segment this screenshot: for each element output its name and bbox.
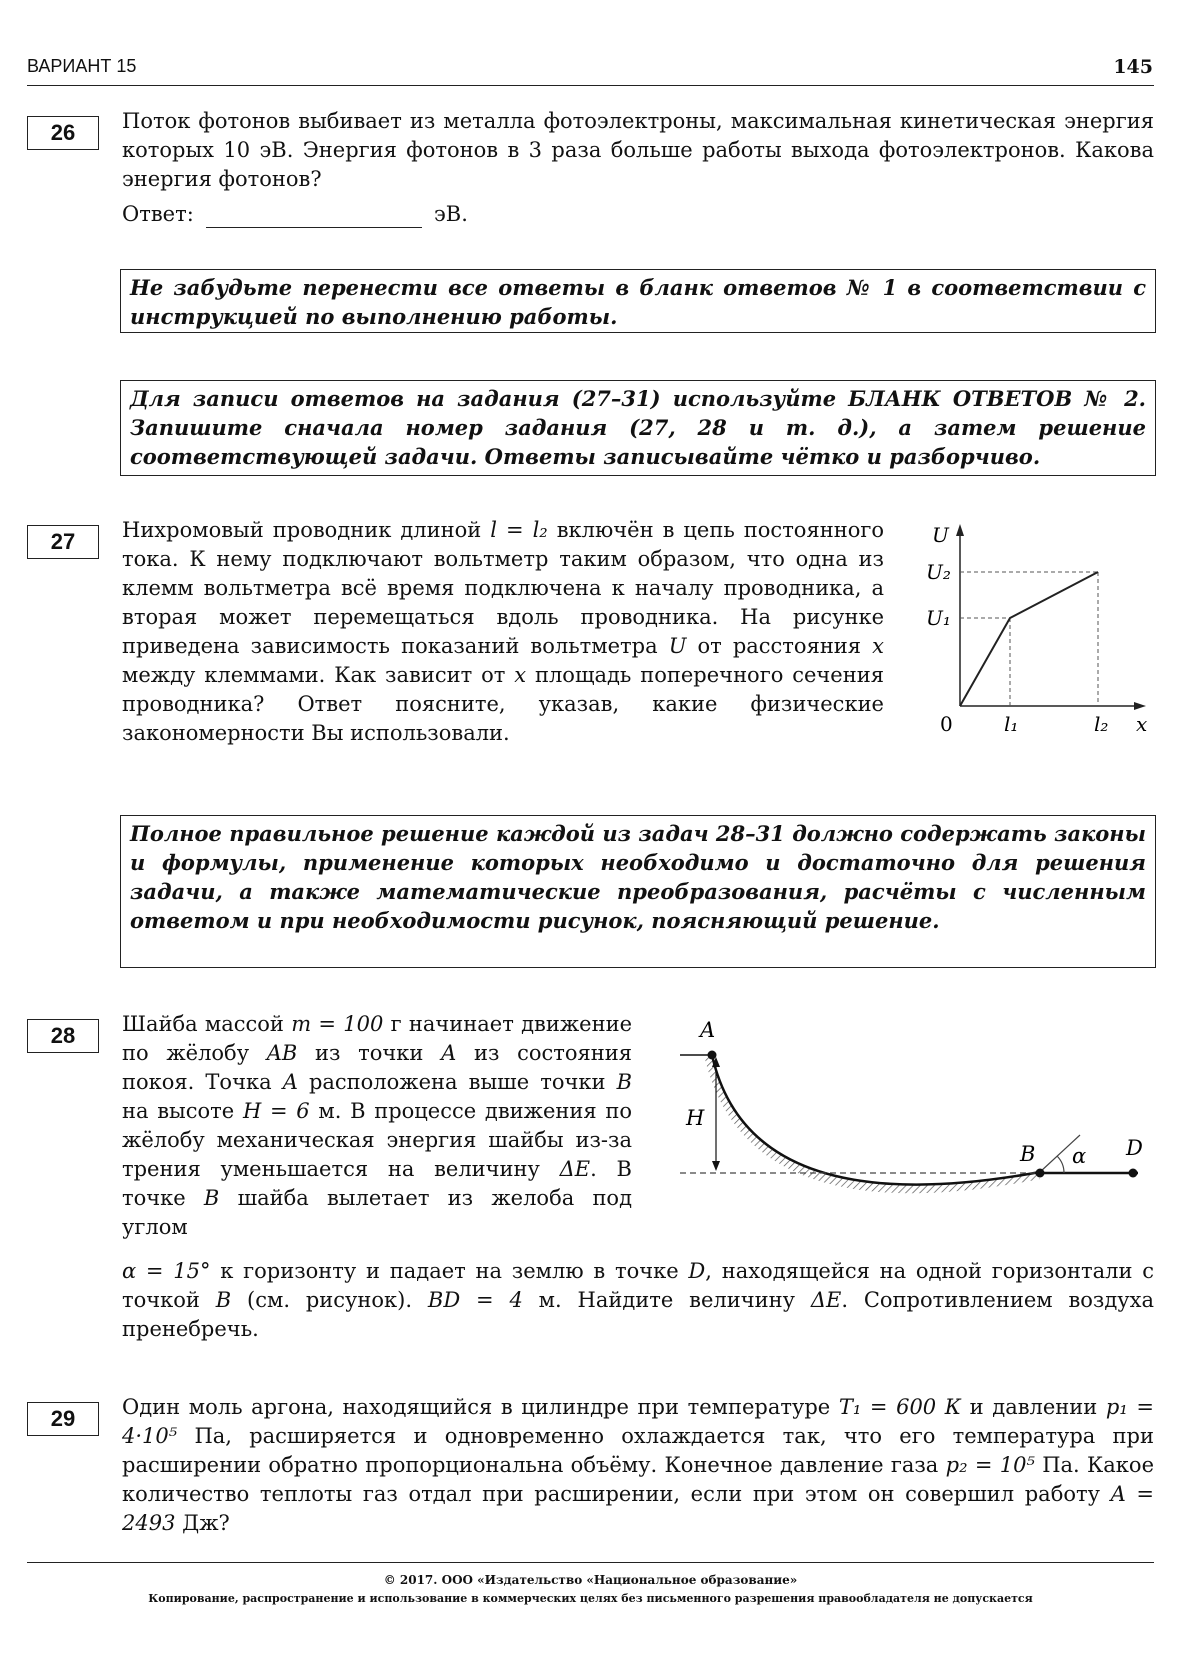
footer-copyright: © 2017. ООО «Издательство «Национальное образование» — [383, 1573, 798, 1587]
task-27-text-5: площадь поперечного сечения проводника? Ответ поясните, указав, какие физические закономерности Вы использовали. — [122, 663, 884, 745]
task-28-text-bottom — [122, 1257, 1154, 1344]
task-29-formula-t1: T₁ = 600 К — [838, 1395, 962, 1419]
graph-label-u2: U₂ — [926, 560, 951, 584]
notice-answer-sheet-2: Для записи ответов на задания (27–31) используйте БЛАНК ОТВЕТОВ № 2. Запишите сначала номер задания (27, 28 и т. д.), а затем решение соответствующей задачи. Ответы записывайте чётко и разборчиво. — [120, 380, 1156, 476]
task-26-text: Поток фотонов выбивает из металла фотоэлектроны, максимальная кинетическая энергия которых 10 эВ. Энергия фотонов в 3 раза больше работы выхода фотоэлектронов. Какова энергия фотонов? — [122, 109, 1154, 191]
task-27-var-u: U — [668, 634, 687, 658]
task-28-text-8: . В точке — [122, 1157, 632, 1210]
task-27-text-4: между клеммами. Как зависит от — [122, 663, 515, 687]
task-28-formula-height: H = 6 — [242, 1099, 310, 1123]
task-27-text-3: от расстояния — [686, 634, 873, 658]
header-rule — [27, 85, 1154, 86]
task-28-text-14: м. Найдите величину — [522, 1288, 811, 1312]
task-26-answer-field[interactable] — [206, 227, 422, 228]
page-number: 145 — [1113, 56, 1153, 78]
label-alpha: α — [1072, 1144, 1087, 1168]
task-26-answer-label: Ответ: — [122, 202, 194, 226]
task-28-formula-bd: BD = 4 — [427, 1288, 523, 1312]
task-28-text-1: Шайба массой — [122, 1012, 292, 1036]
task-28-text-11: к горизонту и падает на землю в точке — [210, 1259, 689, 1283]
angle-arc — [1057, 1156, 1064, 1173]
task-27-text-2: включён в цепь постоянного тока. К нему подключают вольтметр таким образом, что одна из клемм вольтметра всё время подключена к началу проводника, а вторая может перемещаться вдоль проводника. На рисунке приведена зависимость показаний вольтметра — [122, 518, 884, 658]
task-28-var-b-2: B — [203, 1186, 220, 1210]
task-29-text-2: и давлении — [961, 1395, 1106, 1419]
label-d: D — [1126, 1136, 1143, 1160]
task-28-text-12: , находящейся на одной горизонтали с точкой — [122, 1259, 1154, 1312]
notice-transfer-answers: Не забудьте перенести все ответы в бланк ответов № 1 в соответствии с инструкцией по выполнению работы. — [120, 269, 1156, 333]
height-arrow-head-bottom — [712, 1161, 720, 1171]
task-28-figure — [680, 1015, 1160, 1225]
label-h: H — [686, 1106, 705, 1130]
task-28-text-5: расположена выше точки — [297, 1070, 617, 1094]
task-28-var-b: B — [616, 1070, 632, 1094]
task-28-text-3: из точки — [297, 1041, 442, 1065]
task-28-text-15: . Сопротивлением воздуха пренебречь. — [122, 1288, 1155, 1341]
task-29-formula-p2: p₂ = 10⁵ — [945, 1453, 1035, 1477]
task-29-formula-p1: p₁ = 4·10⁵ — [122, 1395, 1154, 1448]
point-b — [1036, 1169, 1045, 1178]
task-27-formula-length: l = l₂ — [490, 518, 548, 542]
task-28-number: 28 — [27, 1019, 99, 1053]
label-b: B — [1020, 1142, 1036, 1166]
graph-label-u: U — [932, 523, 949, 547]
task-26-answer-unit: эВ. — [434, 202, 468, 226]
label-a: A — [700, 1018, 716, 1042]
task-28-var-ab: AB — [266, 1041, 298, 1065]
task-28-var-d: D — [688, 1259, 706, 1283]
task-29-text — [122, 1393, 1154, 1538]
notice-full-solution: Полное правильное решение каждой из задач 28–31 должно содержать законы и формулы, применение которых необходимо и достаточно для решения задачи, а также математические преобразования, расчёты с численным ответом и при необходимости рисунок, поясняющий решение. — [120, 815, 1156, 968]
graph-label-u1: U₁ — [926, 606, 951, 630]
trough-curve — [712, 1055, 1040, 1185]
footer-rule — [27, 1562, 1154, 1563]
task-28-text-top — [122, 1010, 632, 1242]
task-28-var-de-2: ΔE — [810, 1288, 842, 1312]
task-28-var-a: A — [441, 1041, 457, 1065]
task-28-var-b-3: B — [215, 1288, 232, 1312]
task-28-var-de: ΔE — [559, 1157, 591, 1181]
graph-label-l1: l₁ — [1004, 712, 1019, 736]
task-27-var-x: x — [872, 634, 884, 658]
task-29-text-5: Дж? — [175, 1511, 230, 1535]
graph-voltage-line — [960, 572, 1098, 706]
task-29-text-1: Один моль аргона, находящийся в цилиндре при температуре — [122, 1395, 839, 1419]
task-27-var-x-2: x — [514, 663, 527, 687]
task-28-text-7: м. В процессе движения по жёлобу механическая энергия шайбы из-за трения уменьшается на величину — [122, 1099, 632, 1181]
task-28-var-a-2: A — [282, 1070, 298, 1094]
header-variant: ВАРИАНТ 15 — [27, 56, 137, 76]
footer-notice: Копирование, распространение и использование в коммерческих целях без письменного разрешения правообладателя не допускается — [148, 1592, 1033, 1605]
task-28-text-4: из состояния покоя. Точка — [122, 1041, 633, 1094]
task-29-formula-work: A = 2493 — [122, 1482, 1155, 1535]
task-28-formula-angle: α = 15° — [122, 1259, 211, 1283]
task-28-text-2: г начинает движение по жёлобу — [122, 1012, 632, 1065]
task-28-formula-mass: m = 100 — [291, 1012, 384, 1036]
graph-label-x: x — [1136, 712, 1148, 736]
task-27-text-1: Нихромовый проводник длиной — [122, 518, 491, 542]
task-28-text-6: на высоте — [122, 1099, 243, 1123]
point-a — [708, 1051, 717, 1060]
point-d — [1129, 1169, 1138, 1178]
task-27-graph — [918, 518, 1158, 748]
task-28-text-13: (см. рисунок). — [231, 1288, 428, 1312]
graph-x-arrow — [1134, 702, 1146, 710]
task-28-text-9: шайба вылетает из желоба под углом — [122, 1186, 633, 1239]
graph-label-origin: 0 — [940, 712, 953, 736]
graph-label-l2: l₂ — [1094, 712, 1109, 736]
task-29-text-3: Па, расширяется и одновременно охлаждается так, что его температура при расширении обратно пропорциональна объёму. Конечное давление газа — [122, 1424, 1154, 1477]
graph-y-arrow — [956, 524, 964, 536]
task-29-number: 29 — [27, 1402, 99, 1436]
task-27-number: 27 — [27, 525, 99, 559]
task-29-text-4: Па. Какое количество теплоты газ отдал при расширении, если при этом он совершил работу — [122, 1453, 1155, 1506]
task-26-number: 26 — [27, 116, 99, 150]
task-27-text — [122, 516, 884, 748]
